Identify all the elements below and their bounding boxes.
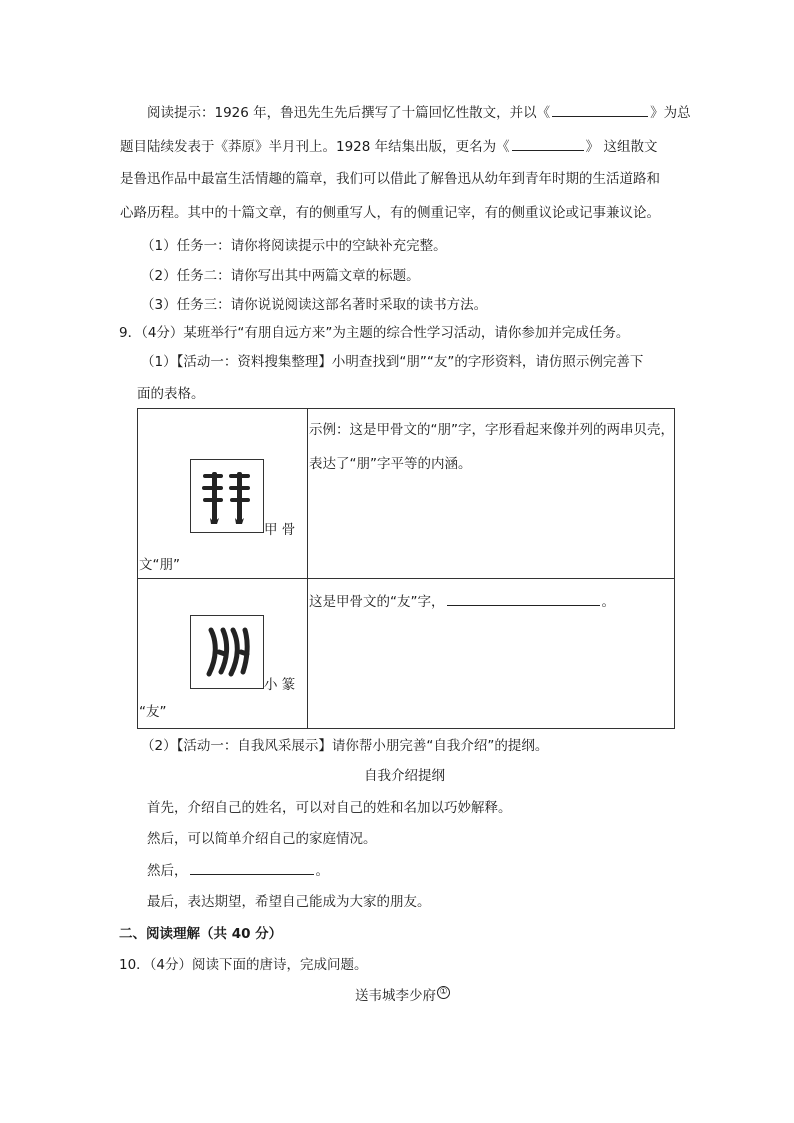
outline-item-blank: 然后， 。	[147, 860, 329, 881]
seal-you-glyph-image	[190, 615, 264, 689]
oracle-peng-icon	[191, 460, 263, 532]
glyph-caption: 小 篆	[264, 677, 296, 693]
example-description: 示例：这是甲骨文的“朋”字，字形看起来像并列的两串贝壳，表达了“朋”字平等的内涵。	[309, 422, 674, 472]
footnote-marker: ①	[437, 986, 450, 999]
question-9-part2: （2）【活动一：自我风采展示】请你帮小朋完善“自我介绍”的提纲。	[141, 738, 549, 754]
reading-tip-line-3: 是鲁迅作品中最富生活情趣的篇章，我们可以借此了解鲁迅从幼年到青年时期的生活道路和	[120, 171, 660, 187]
poem-title: 送韦城李少府 ①	[355, 986, 450, 1006]
glyph-table	[137, 408, 675, 729]
glyph-caption: 文“朋”	[139, 557, 180, 573]
oracle-peng-glyph-image	[190, 459, 264, 533]
glyph-image-cell	[138, 409, 308, 579]
reading-tip-line-4: 心路历程。其中的十篇文章，有的侧重写人，有的侧重记宰，有的侧重议论或记事兼议论。	[120, 205, 660, 221]
reading-tip-line-2: 题目陆续发表于《莽原》半月刊上。1928 年结集出版，更名为《 》 这组散文	[120, 136, 657, 157]
table-row	[138, 579, 675, 729]
reading-tip-line-1: 阅读提示：1926 年，鲁迅先生先后撰写了十篇回忆性散文，并以《 》为总	[147, 102, 691, 123]
table-row	[138, 409, 675, 579]
glyph-caption: “友”	[139, 704, 167, 720]
question-9-stem: 9．（4分）某班举行“有朋自远方来”为主题的综合性学习活动，请你参加并完成任务。	[119, 325, 630, 341]
answer-blank[interactable]	[552, 102, 648, 117]
section-heading: 二、阅读理解（共 40 分）	[119, 926, 283, 942]
answer-blank[interactable]	[447, 591, 600, 606]
question-10-stem: 10．（4分）阅读下面的唐诗，完成问题。	[119, 957, 368, 973]
glyph-image-cell	[138, 579, 308, 729]
answer-description: 这是甲骨文的“友”字， 。	[308, 579, 674, 612]
answer-blank[interactable]	[512, 136, 584, 151]
outline-item: 然后，可以简单介绍自己的家庭情况。	[147, 831, 377, 847]
outline-item: 首先，介绍自己的姓名，可以对自己的姓和名加以巧妙解释。	[147, 800, 512, 816]
outline-title: 自我介绍提纲	[364, 768, 445, 784]
question-9-part1-cont: 面的表格。	[137, 386, 205, 402]
task-item: （2）任务二：请你写出其中两篇文章的标题。	[141, 268, 420, 284]
glyph-description-cell	[308, 579, 675, 729]
answer-blank[interactable]	[190, 860, 314, 875]
outline-item: 最后，表达期望，希望自己能成为大家的朋友。	[147, 894, 431, 910]
reading-tip-text: 阅读提示：1926 年，鲁迅先生先后撰写了十篇回忆性散文，并以《	[147, 105, 551, 121]
glyph-description-cell	[308, 409, 675, 579]
task-item: （1）任务一：请你将阅读提示中的空缺补充完整。	[141, 238, 447, 254]
glyph-caption: 甲 骨	[264, 522, 296, 538]
seal-you-icon	[191, 616, 263, 688]
question-9-part1: （1）【活动一：资料搜集整理】小明查找到“朋”“友”的字形资料，请仿照示例完善下	[141, 354, 644, 370]
task-item: （3）任务三：请你说说阅读这部名著时采取的读书方法。	[141, 297, 488, 313]
